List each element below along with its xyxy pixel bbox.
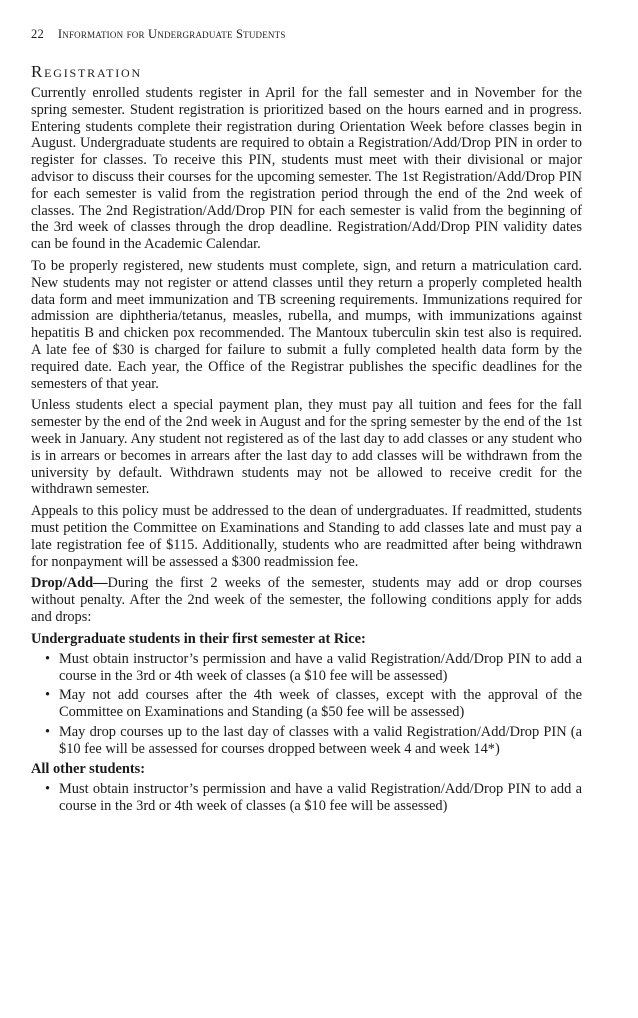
paragraph-new-student-requirements: To be properly registered, new students must complete, sign, and return a matriculation card. New students may not register or attend classes until they return a properly completed health data form and meet immunization and TB screening requirements. Immunizations required for admission are diphtheria/tetanus, measles, rubella, and mumps, with immunizations against hepatitis B and chicken pox recommended. The Mantoux tuberculin skin test also is required. A late fee of $30 is charged for failure to submit a fully completed health data form by the required date. Each year, the Office of the Registrar publishes the specific deadlines for the semesters of that year. [31,257,582,392]
list-item-text: May not add courses after the 4th week of classes, except with the approval of the Committee on Examinations and Standing (a $50 fee will be assessed) [59,687,582,721]
bullet-icon: • [45,781,51,798]
page-number: 22 [31,27,44,41]
list-item-text: Must obtain instructor’s permission and have a valid Registration/Add/Drop PIN to add a course in the 3rd or 4th week of classes (a $10 fee will be assessed) [59,781,582,815]
paragraph-appeals: Appeals to this policy must be addressed to the dean of undergraduates. If readmitted, students must petition the Committee on Examinations and Standing to add classes late and must pay a late registration fee of $115. Additionally, students who are readmitted after being withdrawn for nonpayment will be assessed a $300 readmission fee. [31,503,582,570]
section-title: Registration [31,62,142,81]
drop-add-label: Drop/Add— [31,575,108,592]
list-item [31,781,582,815]
list-item-text: Must obtain instructor’s permission and have a valid Registration/Add/Drop PIN to add a course in the 3rd or 4th week of classes (a $10 fee will be assessed) [59,650,582,684]
list-item [31,651,582,685]
other-students-list [31,781,582,815]
document-page [31,26,582,819]
paragraph-payment-deadlines: Unless students elect a special payment plan, they must pay all tuition and fees for the fall semester by the end of the 2nd week in August and for the spring semester by the end of the 1st week in January. Any student not registered as of the last day to add classes or any student who is in arrears or becomes in arrears after the last day to add classes will be withdrawn from the university by default. Withdrawn students may not be allowed to receive credit for the withdrawn semester. [31,397,582,498]
list-item [31,687,582,721]
bullet-icon: • [45,723,51,740]
paragraph-registration-overview: Currently enrolled students register in April for the fall semester and in November for the spring semester. Student registration is prioritized based on the hours earned and in progress. Entering students complete their registration during Orientation Week before classes begin in August. Undergraduate students are required to obtain a Registration/Add/Drop PIN in order to register for classes. To receive this PIN, students must meet with their divisional or major advisor to discuss their courses for the upcoming semester. The 1st Registration/Add/Drop PIN for each semester is valid from the registration period through the end of the 2nd week of classes. The 2nd Registration/Add/Drop PIN for each semester is valid from the beginning of the 3rd week of classes through the drop deadline. Registration/Add/Drop PIN validity dates can be found in the Academic Calendar. [31,85,582,253]
paragraph-drop-add [31,575,582,625]
running-head-title: Information for Undergraduate Students [57,27,286,41]
other-students-heading: All other students: [31,761,146,778]
drop-add-text: During the first 2 weeks of the semester, students may add or drop courses without penalty. After the 2nd week of the semester, the following conditions apply for adds and drops: [31,575,582,625]
bullet-icon: • [45,650,51,667]
bullet-icon: • [45,687,51,704]
first-semester-heading: Undergraduate students in their first semester at Rice: [31,630,366,647]
first-semester-list [31,651,582,758]
running-head [31,26,582,42]
list-item-text: May drop courses up to the last day of classes with a valid Registration/Add/Drop PIN (a $10 fee will be assessed for courses dropped between week 4 and week 14*) [59,723,582,757]
list-item [31,724,582,758]
